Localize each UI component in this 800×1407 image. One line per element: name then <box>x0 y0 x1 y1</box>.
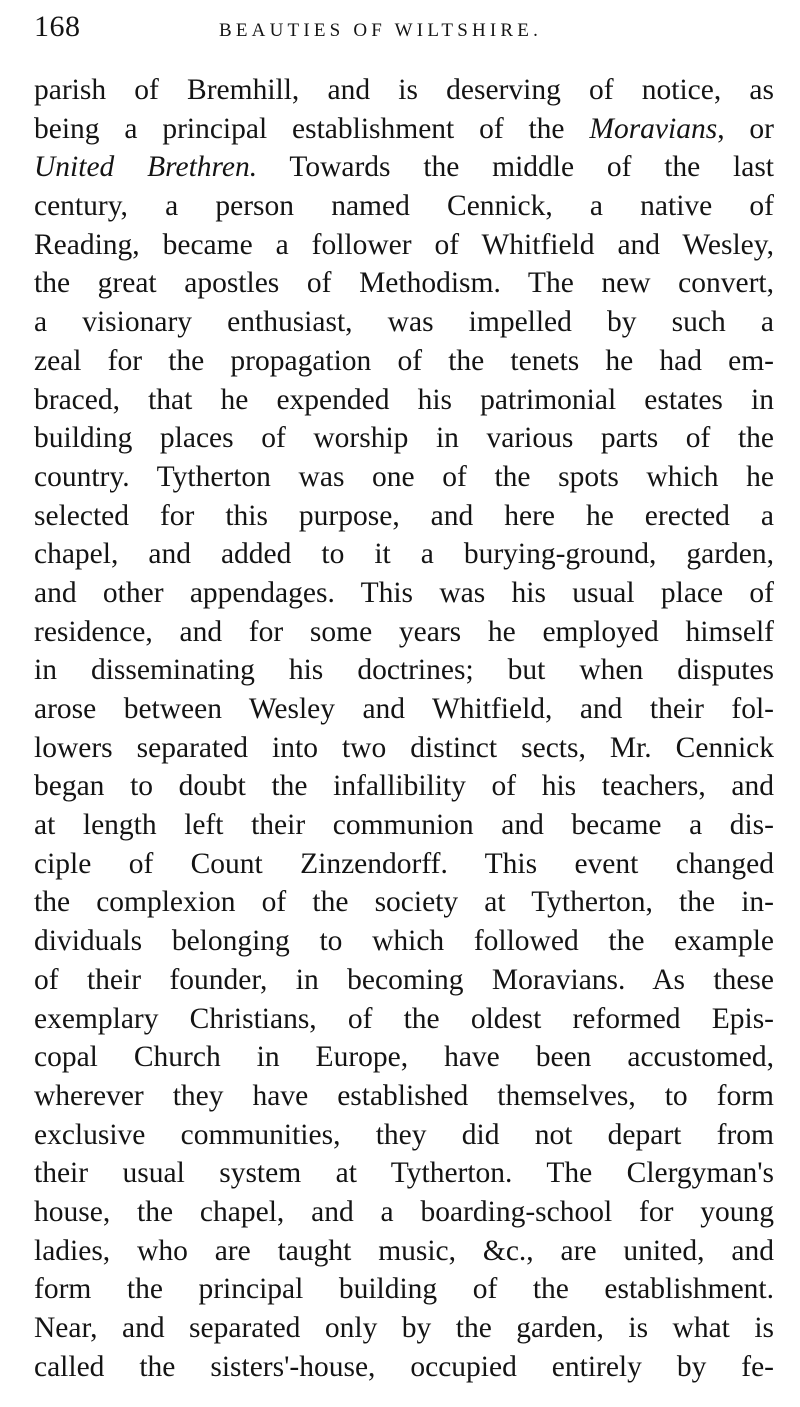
text-line <box>34 690 774 729</box>
text-line <box>34 574 774 613</box>
text-run: parish of Bremhill, and is deserving of notice, as <box>34 74 774 106</box>
text-line <box>34 613 774 652</box>
text-run: lowers separated into two distinct sects, Mr. Cennick <box>34 731 774 764</box>
running-head <box>34 6 774 50</box>
text-run: ciple of Count Zinzendorff. This event changed <box>34 847 774 880</box>
text-line <box>34 1000 774 1039</box>
italic-text: United Brethren. <box>34 151 258 184</box>
text-line <box>34 845 774 884</box>
text-run: country. Tytherton was one of the spots which he <box>34 460 774 493</box>
text-line <box>34 767 774 806</box>
text-run: selected for this purpose, and here he erected a <box>34 499 774 532</box>
text-line <box>34 922 774 961</box>
text-run: called the sisters'-house, occupied entirely by fe- <box>34 1350 774 1383</box>
text-line <box>34 1232 774 1271</box>
text-run: began to doubt the infallibility of his teachers, and <box>34 770 774 803</box>
text-run: house, the chapel, and a boarding-school for young <box>34 1195 774 1228</box>
text-run: in disseminating his doctrines; but when disputes <box>34 654 774 687</box>
text-run: wherever they have established themselves, to form <box>34 1079 774 1112</box>
text-line <box>34 1348 774 1387</box>
text-line <box>34 651 774 690</box>
text-run: the great apostles of Methodism. The new convert, <box>34 267 774 300</box>
text-line <box>34 226 774 265</box>
text-line <box>34 342 774 381</box>
text-run: building places of worship in various parts of the <box>34 422 774 455</box>
text-line <box>34 1077 774 1116</box>
text-line <box>34 806 774 845</box>
text-run: being a principal establishment of the <box>34 112 590 145</box>
text-run: chapel, and added to it a burying-ground, garden, <box>34 538 774 571</box>
text-run: Near, and separated only by the garden, is what is <box>34 1312 774 1344</box>
text-line <box>34 303 774 342</box>
text-line <box>34 1116 774 1155</box>
text-line <box>34 71 774 110</box>
text-line <box>34 535 774 574</box>
text-run: and other appendages. This was his usual place of <box>34 576 774 609</box>
text-line <box>34 1154 774 1193</box>
text-run: , or <box>717 112 774 145</box>
text-run: a visionary enthusiast, was impelled by such a <box>34 306 774 339</box>
text-run: exclusive communities, they did not depart from <box>34 1118 774 1151</box>
text-run: braced, that he expended his patrimonial estates in <box>34 383 774 416</box>
text-line <box>34 264 774 303</box>
text-run: arose between Wesley and Whitfield, and their fol- <box>34 693 774 725</box>
italic-text: Moravians <box>589 112 718 145</box>
text-run: their usual system at Tytherton. The Clergyman's <box>34 1157 774 1190</box>
text-run: zeal for the propagation of the tenets he had em- <box>34 344 774 377</box>
text-run: of their founder, in becoming Moravians. As these <box>34 963 774 996</box>
text-run: exemplary Christians, of the oldest reformed Epis- <box>34 1002 774 1035</box>
text-line <box>34 458 774 497</box>
text-line <box>34 883 774 922</box>
text-run: Towards the middle of the last <box>257 151 774 184</box>
text-run: Reading, became a follower of Whitfield and Wesley, <box>34 228 774 261</box>
text-run: form the principal building of the establishment. <box>34 1273 774 1306</box>
page-number: 168 <box>34 10 81 43</box>
text-line <box>34 1309 774 1348</box>
text-run: century, a person named Cennick, a native of <box>34 190 774 223</box>
text-line <box>34 1038 774 1077</box>
text-line <box>34 497 774 536</box>
text-line <box>34 1193 774 1232</box>
text-run: copal Church in Europe, have been accustomed, <box>34 1041 774 1074</box>
text-line <box>34 419 774 458</box>
text-run: ladies, who are taught music, &c., are united, and <box>34 1234 774 1267</box>
text-line <box>34 729 774 768</box>
text-run: the complexion of the society at Tytherton, the in- <box>34 886 774 919</box>
text-line <box>34 961 774 1000</box>
text-run: dividuals belonging to which followed the example <box>34 925 774 958</box>
text-line <box>34 1270 774 1309</box>
text-line <box>34 187 774 226</box>
running-title: BEAUTIES OF WILTSHIRE. <box>219 20 543 41</box>
body-text <box>34 71 774 1386</box>
text-line <box>34 381 774 420</box>
text-line <box>34 110 774 149</box>
text-line <box>34 148 774 187</box>
text-run: residence, and for some years he employed himself <box>34 615 774 648</box>
text-run: at length left their communion and became a dis- <box>34 809 774 842</box>
